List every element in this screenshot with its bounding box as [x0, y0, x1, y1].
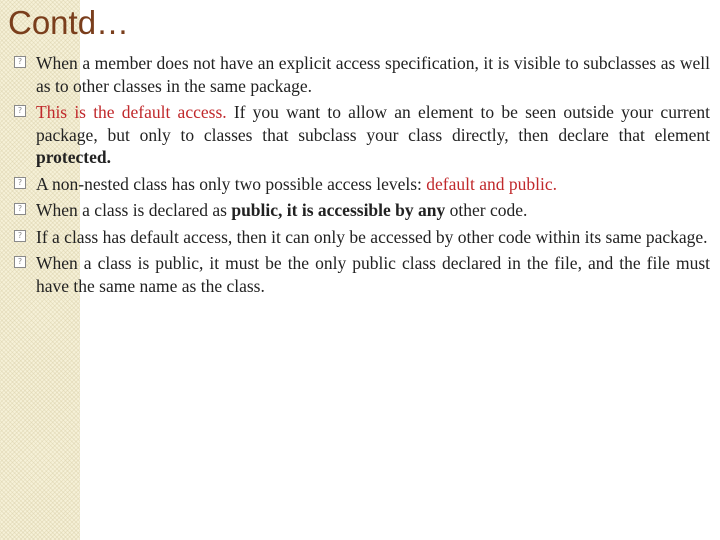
- bullet-text: If a class has default access, then it can only be accessed by other code within its same package.: [36, 226, 708, 247]
- bullet-text: A non-nested class has only two possible access levels:: [36, 173, 427, 194]
- bullet-item: [14, 199, 710, 222]
- bullet-text: other code.: [445, 200, 528, 220]
- bullet-text: If you want to allow an element to be seen outside your current package, but only to classes that subclass your class directly, then declare that element: [36, 102, 710, 145]
- bold-text: protected.: [36, 147, 111, 167]
- bullet-marker-icon: ?: [14, 203, 26, 215]
- bullet-item: [14, 173, 710, 196]
- bold-text: public, it is accessible by any: [231, 200, 446, 220]
- bullet-text: When a class is public, it must be the only public class declared in the file, and the file must have the same name as the class.: [36, 253, 710, 296]
- bullet-marker-icon: ?: [14, 105, 26, 117]
- bullet-item: [14, 52, 710, 97]
- bullet-marker-icon: ?: [14, 256, 26, 268]
- highlight-text: This is the default access.: [36, 102, 227, 122]
- bullet-marker-icon: ?: [14, 230, 26, 242]
- bullet-marker-icon: ?: [14, 177, 26, 189]
- bullet-item: [14, 252, 710, 297]
- bullet-item: [14, 226, 710, 249]
- slide-title: Contd…: [8, 4, 130, 41]
- highlight-text: default and public.: [426, 173, 558, 194]
- bullet-item: [14, 101, 710, 169]
- bullet-list: [14, 52, 710, 301]
- bullet-text: When a member does not have an explicit access specification, it is visible to subclasses as well as to other classes in the same package.: [36, 53, 710, 96]
- bullet-marker-icon: ?: [14, 56, 26, 68]
- bullet-text: When a class is declared as: [36, 200, 232, 220]
